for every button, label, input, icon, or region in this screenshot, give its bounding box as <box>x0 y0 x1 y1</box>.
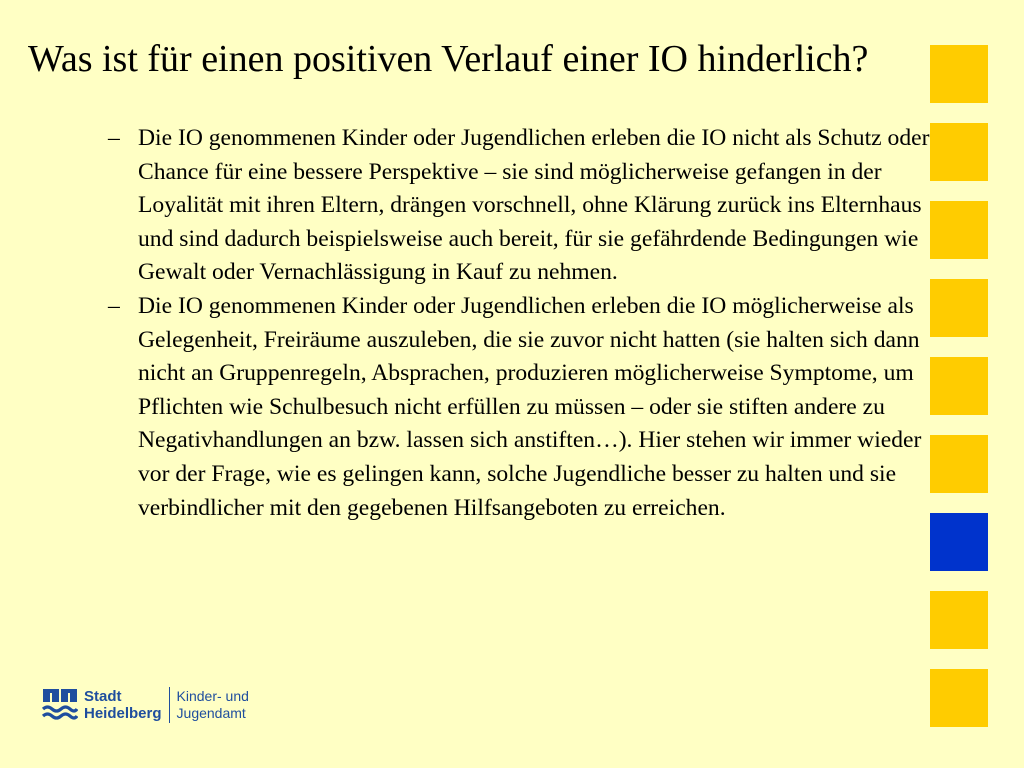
progress-square <box>930 435 988 493</box>
progress-square <box>930 669 988 727</box>
heidelberg-wave-logo-icon <box>42 687 78 723</box>
bullet-text: Die IO genommenen Kinder oder Jugendlichen erleben die IO nicht als Schutz oder Chance für eine bessere Perspektive – sie sind möglicherweise gefangen in der Loyalität mit ihren Eltern, drängen vorschnell, ohne Klärung zurück ins Elternhaus und sind dadurch beispielsweise auch bereit, für sie gefährdende Bedingungen wie Gewalt oder Vernachlässigung in Kauf zu nehmen. <box>138 125 930 286</box>
progress-square <box>930 279 988 337</box>
logo-dept-line1: Kinder- und <box>176 688 249 704</box>
bullet-text: Die IO genommenen Kinder oder Jugendlichen erleben die IO möglicherweise als Gelegenheit, Freiräume auszuleben, die sie zuvor nicht hatten (sie halten sich dann nicht an Gruppenregeln, Absprachen, produzieren möglicherweise Symptome, um Pflichten wie Schulbesuch nicht erfüllen zu müssen – oder sie stiften andere zu Negativhandlungen an bzw. lassen sich anstiften…). Hier stehen wir immer wieder vor der Frage, wie es gelingen kann, solche Jugendliche besser zu halten und sie verbindlicher mit den gegebenen Hilfsangeboten zu erreichen. <box>138 292 922 521</box>
logo-city-line1: Stadt <box>84 688 122 705</box>
bullet-dash: – <box>108 125 120 151</box>
logo-department <box>177 688 249 722</box>
slide-title: Was ist für einen positiven Verlauf einer IO hinderlich? <box>28 38 869 80</box>
progress-square <box>930 201 988 259</box>
progress-square <box>930 123 988 181</box>
logo-city-name <box>84 688 162 722</box>
progress-square <box>930 357 988 415</box>
bullet-item <box>108 122 938 290</box>
progress-square <box>930 591 988 649</box>
logo-city-line2: Heidelberg <box>84 705 162 722</box>
bullet-list <box>108 122 938 525</box>
bullet-dash: – <box>108 292 120 319</box>
progress-square <box>930 45 988 103</box>
bullet-item <box>108 290 938 525</box>
logo-dept-line2: Jugendamt <box>176 705 246 721</box>
city-logo <box>42 684 249 726</box>
progress-squares <box>930 45 988 747</box>
progress-square-active <box>930 513 988 571</box>
logo-divider <box>169 687 170 723</box>
